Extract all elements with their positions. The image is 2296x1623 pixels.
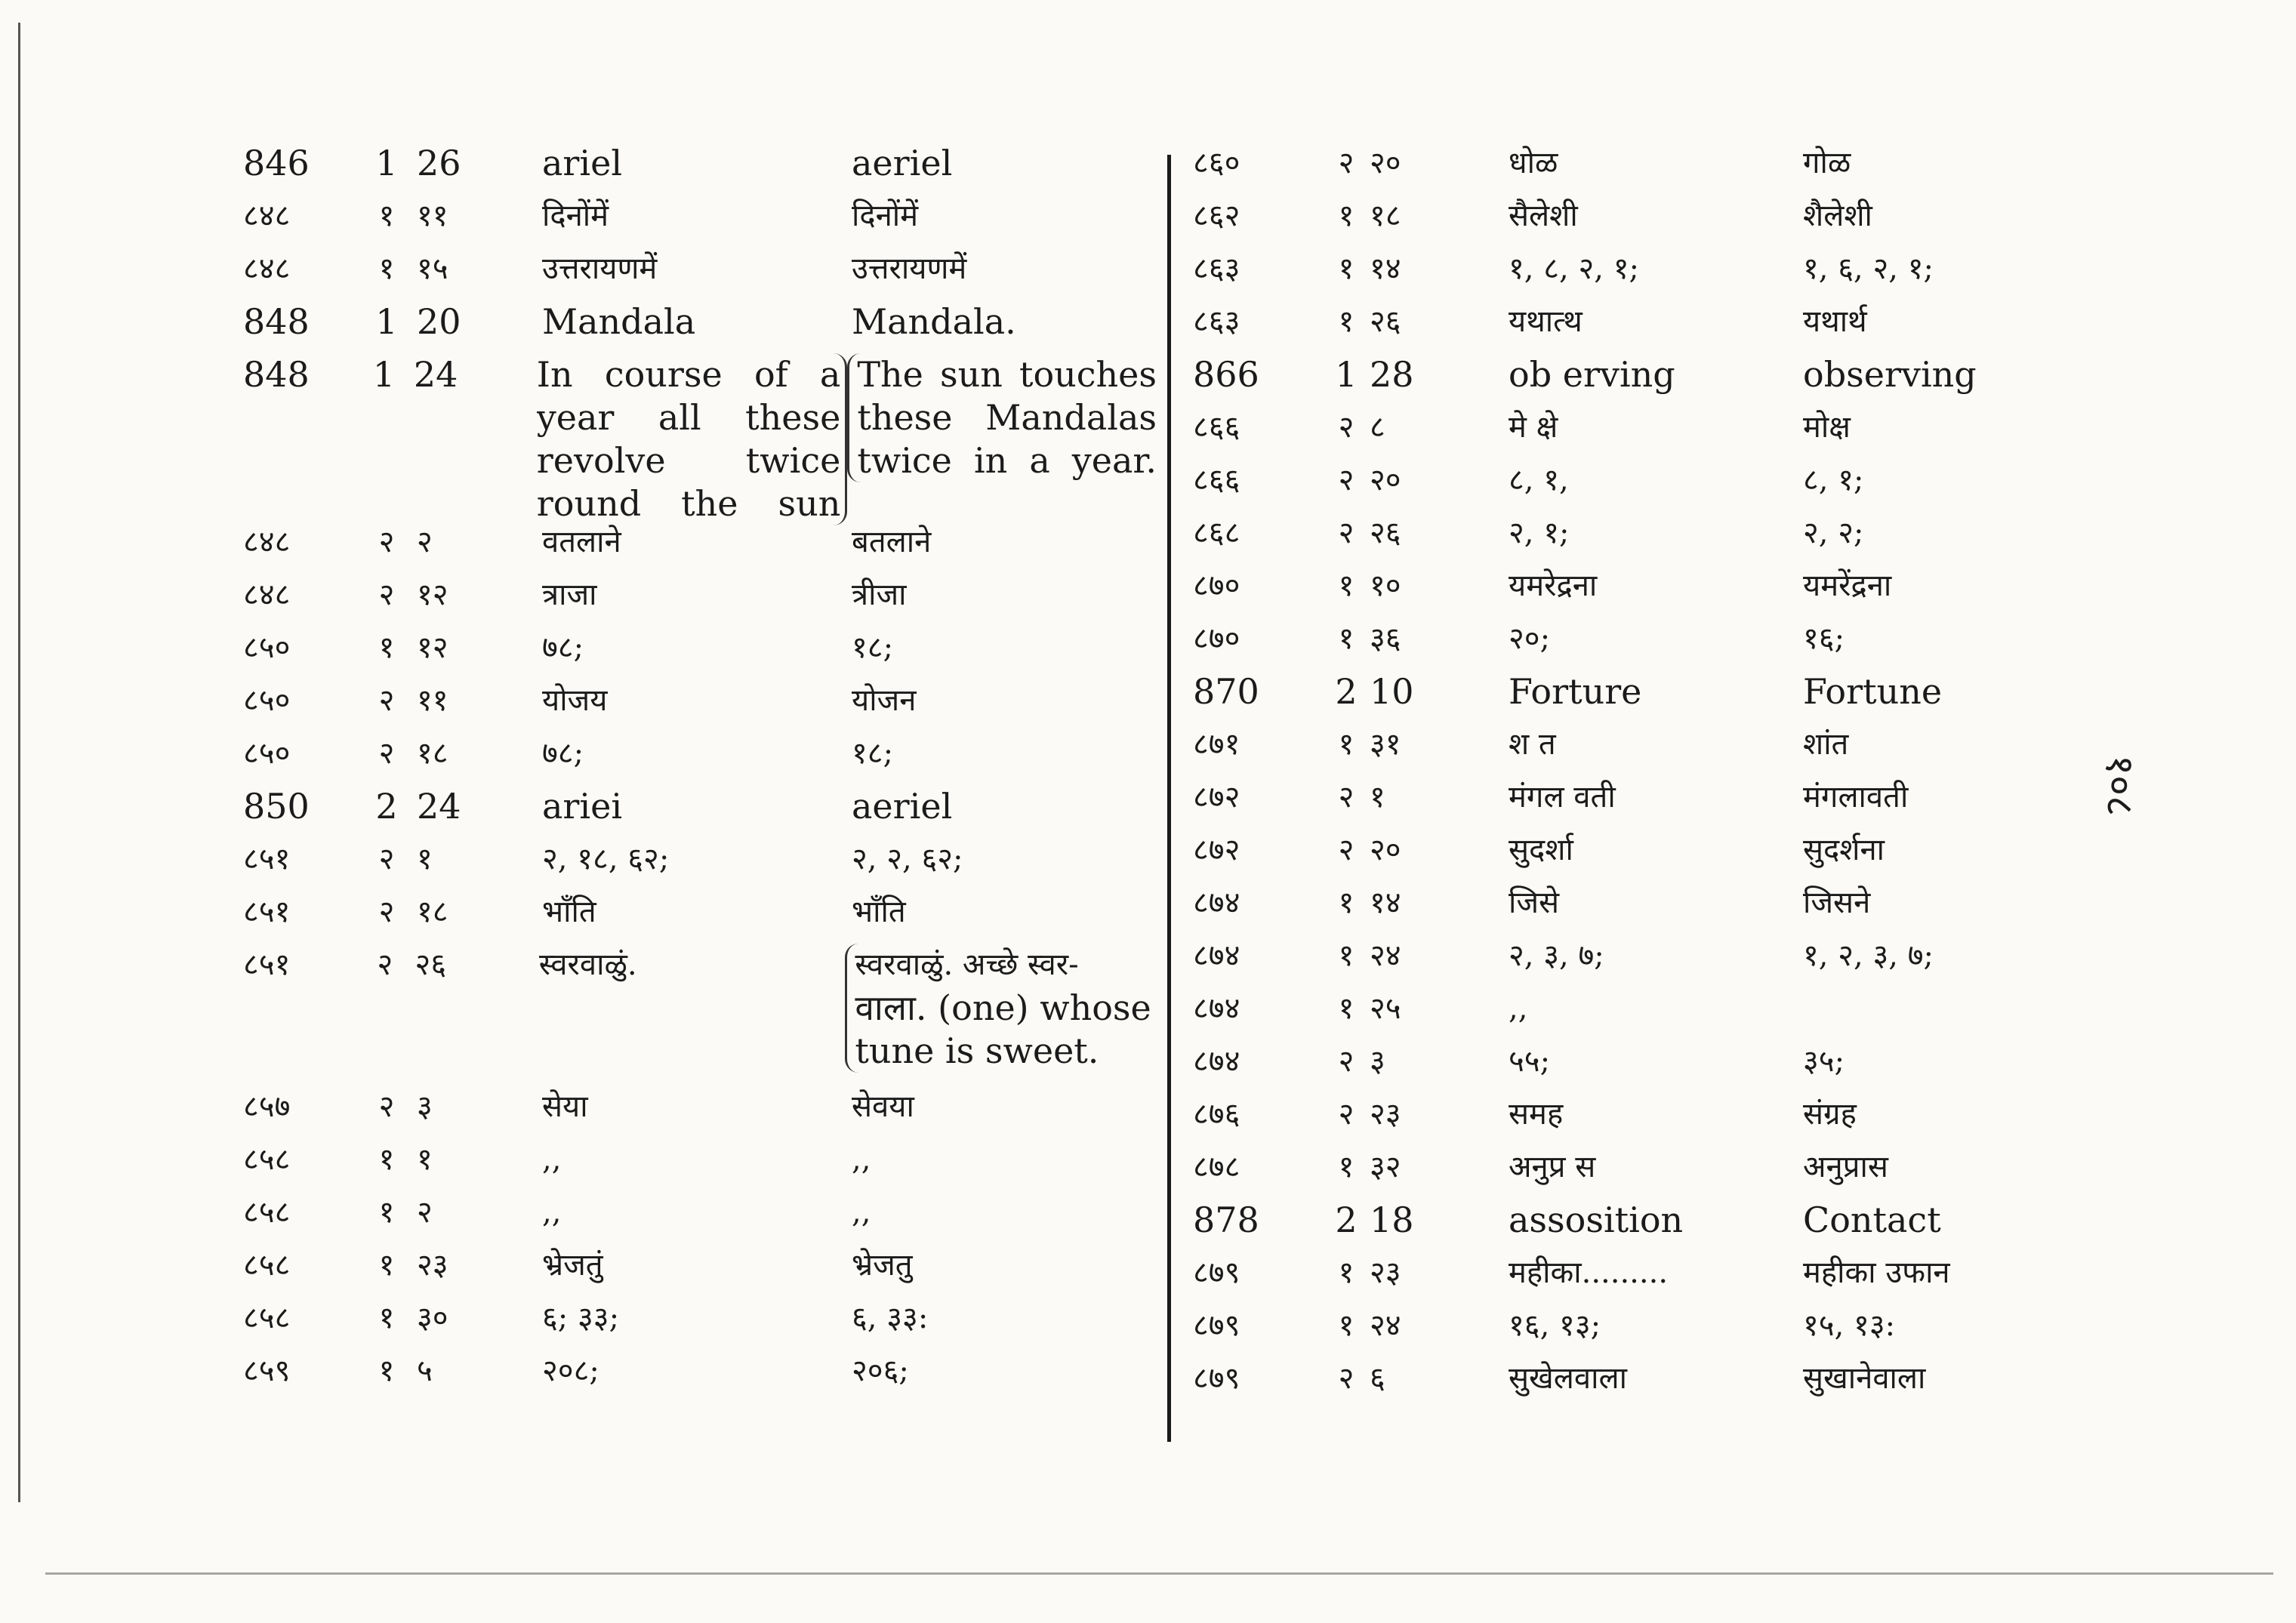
errata-row xyxy=(243,1350,1157,1403)
column-cell: १ xyxy=(378,251,395,286)
column-cell: २ xyxy=(1338,463,1354,497)
line-cell: १२ xyxy=(417,577,448,612)
wrong-cell: त्राजा xyxy=(542,577,597,612)
correct-cell: यमरेंद्रना xyxy=(1803,568,1892,603)
page-cell: ८६२ xyxy=(1193,199,1240,233)
line-cell: १८ xyxy=(417,895,448,929)
correct-cell: Fortune xyxy=(1803,671,1943,712)
wrong-cell: २०; xyxy=(1509,621,1551,656)
correct-cell: २०६; xyxy=(852,1354,909,1388)
wrong-cell: ariel xyxy=(542,143,623,183)
wrong-cell: सैलेशी xyxy=(1509,199,1578,233)
errata-row xyxy=(243,248,1157,300)
column-cell: १ xyxy=(1338,938,1354,973)
page-cell: ८५१ xyxy=(243,842,291,876)
column-cell: १ xyxy=(1338,1150,1354,1184)
column-cell: 1 xyxy=(372,354,396,395)
errata-row xyxy=(243,944,1157,1086)
column-cell: १ xyxy=(1338,304,1354,339)
wrong-cell: स्वरवाळुं. xyxy=(538,947,637,982)
line-cell: ११ xyxy=(417,683,448,718)
errata-row xyxy=(243,1138,1157,1191)
correct-cell: सुखानेवाला xyxy=(1803,1361,1926,1396)
page-cell: ८७२ xyxy=(1193,833,1240,867)
errata-row xyxy=(1193,1252,2061,1304)
column-cell: १ xyxy=(1338,1255,1354,1290)
errata-row xyxy=(1193,617,2061,670)
page-cell: ८७९ xyxy=(1193,1255,1240,1290)
line-cell: २० xyxy=(1370,463,1401,497)
page-cell: ८६६ xyxy=(1193,463,1240,497)
errata-row xyxy=(1193,935,2061,987)
correct-cell: Mandala. xyxy=(852,301,1016,342)
line-cell: ३२ xyxy=(1370,1150,1401,1184)
page-cell: 848 xyxy=(243,301,310,342)
page-cell: 878 xyxy=(1193,1200,1259,1240)
errata-row xyxy=(1193,195,2061,248)
line-cell: २४ xyxy=(1370,938,1401,973)
errata-row xyxy=(1193,1199,2061,1252)
errata-row xyxy=(243,1191,1157,1244)
wrong-cell: सेया xyxy=(542,1089,588,1124)
page-cell: 866 xyxy=(1193,354,1259,395)
correct-cell: observing xyxy=(1803,354,1977,395)
column-cell: 2 xyxy=(375,786,398,827)
column-cell: २ xyxy=(378,525,395,559)
wrong-cell: ६; ३३; xyxy=(542,1301,620,1335)
errata-row xyxy=(1193,406,2061,459)
page-cell: ८६६ xyxy=(1193,410,1240,445)
page-cell: ८७० xyxy=(1193,621,1240,656)
wrong-cell: अनुप्र स xyxy=(1509,1150,1596,1184)
column-cell: १ xyxy=(378,1142,395,1177)
page-cell: ८५० xyxy=(243,630,291,665)
column-divider xyxy=(1167,155,1171,1442)
wrong-cell: दिनोंमें xyxy=(542,199,609,233)
wrong-line: year all these xyxy=(536,397,841,438)
errata-row xyxy=(1193,1146,2061,1199)
column-cell: १ xyxy=(378,199,395,233)
errata-row xyxy=(243,300,1157,353)
errata-row xyxy=(243,627,1157,679)
correct-cell: उत्तरायणमें xyxy=(852,251,967,286)
wrong-cell: यमरेद्रना xyxy=(1509,568,1598,603)
line-cell: 24 xyxy=(417,786,461,827)
column-cell: २ xyxy=(378,842,395,876)
line-cell: २३ xyxy=(417,1248,448,1283)
page-cell: 848 xyxy=(243,354,310,395)
wrong-cell: १६, १३; xyxy=(1509,1308,1601,1343)
line-cell: 18 xyxy=(1370,1200,1414,1240)
wrong-cell: जिसे xyxy=(1509,885,1560,920)
correct-cell: त्रीजा xyxy=(852,577,907,612)
wrong-cell: ariei xyxy=(542,786,623,827)
line-cell: २६ xyxy=(415,947,447,982)
correct-line: The sun touches xyxy=(857,354,1157,395)
line-cell: ६ xyxy=(1370,1361,1385,1396)
wrong-cell: २०८; xyxy=(542,1354,599,1388)
line-cell: 10 xyxy=(1370,671,1414,712)
errata-row xyxy=(243,195,1157,248)
line-cell: २६ xyxy=(1370,304,1401,339)
page-cell: ८७० xyxy=(1193,568,1240,603)
line-cell: १५ xyxy=(417,251,448,286)
correct-cell: योजन xyxy=(852,683,917,718)
wrong-cell: भ्रेजतुं xyxy=(542,1248,603,1283)
page-cell: ८५१ xyxy=(243,947,291,982)
errata-row xyxy=(243,1086,1157,1138)
errata-row xyxy=(1193,776,2061,829)
wrong-cell xyxy=(537,353,848,525)
correct-cell: भाँति xyxy=(852,895,906,929)
line-cell: २५ xyxy=(1370,991,1401,1026)
column-cell: 1 xyxy=(375,301,398,342)
errata-row xyxy=(1193,1304,2061,1357)
wrong-cell: ,, xyxy=(542,1142,562,1177)
page-cell: ८७९ xyxy=(1193,1308,1240,1343)
line-cell: २० xyxy=(1370,146,1401,180)
line-cell: 28 xyxy=(1370,354,1414,395)
correct-cell xyxy=(847,353,1157,482)
errata-row xyxy=(1193,142,2061,195)
column-cell: १ xyxy=(1338,1308,1354,1343)
column-cell: २ xyxy=(1338,1097,1354,1132)
column-cell: 2 xyxy=(1335,671,1358,712)
correct-cell: १६; xyxy=(1803,621,1845,656)
correct-cell: अनुप्रास xyxy=(1803,1150,1888,1184)
line-cell: 20 xyxy=(417,301,461,342)
wrong-cell: assosition xyxy=(1509,1200,1684,1240)
page-cell: ८४८ xyxy=(243,251,291,286)
page-cell: ८७४ xyxy=(1193,938,1240,973)
correct-cell: १, ६, २, १; xyxy=(1803,251,1934,286)
page-cell: ८५७ xyxy=(243,1089,291,1124)
wrong-cell: यथात्थ xyxy=(1509,304,1583,339)
correct-cell: शांत xyxy=(1803,727,1849,762)
line-cell: २३ xyxy=(1370,1255,1401,1290)
line-cell: १२ xyxy=(417,630,448,665)
page-cell: ८४८ xyxy=(243,577,291,612)
column-cell: 1 xyxy=(1335,354,1358,395)
page-cell: ८५९ xyxy=(243,1354,291,1388)
correct-cell: २, २; xyxy=(1803,516,1864,550)
correct-cell xyxy=(845,944,1157,1073)
column-cell: १ xyxy=(1338,621,1354,656)
wrong-cell: ,, xyxy=(1509,991,1528,1026)
errata-row xyxy=(243,891,1157,944)
page-cell: ८५१ xyxy=(243,895,291,929)
line-cell: १ xyxy=(1370,780,1385,815)
correct-cell: शैलेशी xyxy=(1803,199,1872,233)
wrong-cell: २, १; xyxy=(1509,516,1570,550)
page-cell: ८७८ xyxy=(1193,1150,1240,1184)
correct-cell: मोक्ष xyxy=(1803,410,1851,445)
column-cell: २ xyxy=(378,683,395,718)
column-cell: १ xyxy=(1338,199,1354,233)
page-cell: ८७४ xyxy=(1193,991,1240,1026)
line-cell: २४ xyxy=(1370,1308,1401,1343)
column-cell: २ xyxy=(1338,780,1354,815)
wrong-cell: ७८; xyxy=(542,630,584,665)
correct-cell: सेवया xyxy=(852,1089,914,1124)
wrong-cell: उत्तरायणमें xyxy=(542,251,658,286)
errata-row xyxy=(1193,670,2061,723)
page-cell: ८४८ xyxy=(243,525,291,559)
column-cell: १ xyxy=(378,1301,395,1335)
page-cell: ८७१ xyxy=(1193,727,1240,762)
correct-cell: गोळ xyxy=(1803,146,1851,180)
line-cell: 24 xyxy=(413,354,458,395)
wrong-cell: धोळ xyxy=(1509,146,1558,180)
correct-cell: Contact xyxy=(1803,1200,1941,1240)
correct-line: स्वरवाळुं. अच्छे स्वर- xyxy=(855,947,1079,982)
line-cell: १ xyxy=(417,1142,433,1177)
column-cell: २ xyxy=(1338,1361,1354,1396)
wrong-line: round the sun xyxy=(536,483,841,524)
correct-cell: ८, १; xyxy=(1803,463,1864,497)
line-cell: २३ xyxy=(1370,1097,1401,1132)
errata-row xyxy=(243,679,1157,732)
column-cell: 1 xyxy=(375,143,398,183)
column-cell: १ xyxy=(1338,727,1354,762)
column-cell: १ xyxy=(378,630,395,665)
correct-cell: ६, ३३: xyxy=(852,1301,929,1335)
page-cell: ८६३ xyxy=(1193,304,1240,339)
errata-row xyxy=(1193,882,2061,935)
wrong-cell: ७८; xyxy=(542,736,584,771)
column-cell: २ xyxy=(1338,1044,1354,1079)
page-cell: 850 xyxy=(243,786,310,827)
correct-line: tune is sweet. xyxy=(855,1030,1099,1071)
column-cell: १ xyxy=(378,1248,395,1283)
line-cell: २ xyxy=(417,1195,433,1230)
wrong-cell: ८, १, xyxy=(1509,463,1569,497)
wrong-cell: वतलाने xyxy=(542,525,621,559)
page-cell: 846 xyxy=(243,143,310,183)
column-cell: २ xyxy=(378,736,395,771)
page-cell: ८७६ xyxy=(1193,1097,1240,1132)
column-cell: १ xyxy=(378,1354,395,1388)
errata-row xyxy=(243,574,1157,627)
bottom-rule xyxy=(45,1572,2273,1575)
page-cell: ८७२ xyxy=(1193,780,1240,815)
errata-row xyxy=(243,142,1157,195)
line-cell: 26 xyxy=(417,143,461,183)
errata-row xyxy=(1193,459,2061,512)
column-cell: १ xyxy=(1338,885,1354,920)
page-cell: ८५८ xyxy=(243,1142,291,1177)
line-cell: ३ xyxy=(1370,1044,1385,1079)
errata-row xyxy=(243,1244,1157,1297)
wrong-cell: योजय xyxy=(542,683,608,718)
wrong-cell: ,, xyxy=(542,1195,562,1230)
column-cell: २ xyxy=(1338,516,1354,550)
errata-row xyxy=(1193,1093,2061,1146)
wrong-cell: १, ८, २, १; xyxy=(1509,251,1639,286)
page-cell: ८५८ xyxy=(243,1195,291,1230)
correct-cell: १८; xyxy=(852,736,894,771)
page-cell: ८७४ xyxy=(1193,885,1240,920)
page-cell: ८५० xyxy=(243,683,291,718)
page-cell: ८५० xyxy=(243,736,291,771)
column-cell: २ xyxy=(1338,146,1354,180)
wrong-cell: २, ३, ७; xyxy=(1509,938,1604,973)
column-cell: 2 xyxy=(1335,1200,1358,1240)
correct-line: twice in a year. xyxy=(857,440,1157,481)
errata-row xyxy=(1193,565,2061,617)
page-cell: ८४८ xyxy=(243,199,291,233)
line-cell: ३० xyxy=(417,1301,448,1335)
line-cell: ३६ xyxy=(1370,621,1401,656)
page-cell: ८६८ xyxy=(1193,516,1240,550)
wrong-line: In course of a xyxy=(536,354,841,395)
line-cell: ५ xyxy=(417,1354,433,1388)
line-cell: १८ xyxy=(1370,199,1401,233)
correct-cell: सुदर्शना xyxy=(1803,833,1885,867)
errata-row xyxy=(243,732,1157,785)
wrong-cell: २, १८, ६२; xyxy=(542,842,670,876)
correct-cell: ,, xyxy=(852,1142,871,1177)
correct-cell: संग्रह xyxy=(1803,1097,1857,1132)
errata-row xyxy=(243,785,1157,838)
wrong-cell: समह xyxy=(1509,1097,1564,1132)
wrong-cell: सुदर्शा xyxy=(1509,833,1573,867)
wrong-cell: मे क्षे xyxy=(1509,410,1558,445)
line-cell: ३१ xyxy=(1370,727,1401,762)
errata-column-right xyxy=(1193,142,2061,1410)
errata-row xyxy=(1193,1357,2061,1410)
column-cell: २ xyxy=(1338,410,1354,445)
wrong-cell: ob erving xyxy=(1509,354,1675,395)
correct-cell: महीका उफान xyxy=(1803,1255,1950,1290)
line-cell: ११ xyxy=(417,199,448,233)
correct-cell: १८; xyxy=(852,630,894,665)
column-cell: १ xyxy=(378,1195,395,1230)
errata-row xyxy=(243,353,1157,524)
errata-row xyxy=(243,838,1157,891)
errata-row xyxy=(1193,829,2061,882)
errata-row xyxy=(1193,723,2061,776)
page-cell: ८६३ xyxy=(1193,251,1240,286)
wrong-line: revolve twice xyxy=(536,440,841,481)
correct-cell: aeriel xyxy=(852,143,953,183)
page-cell: 870 xyxy=(1193,671,1259,712)
page-cell: ८७४ xyxy=(1193,1044,1240,1079)
line-cell: १४ xyxy=(1370,251,1401,286)
errata-row xyxy=(243,1297,1157,1350)
wrong-cell: सुखेलवाला xyxy=(1509,1361,1627,1396)
correct-cell: जिसने xyxy=(1803,885,1871,920)
correct-cell: बतलाने xyxy=(852,525,932,559)
correct-cell: दिनोंमें xyxy=(852,199,919,233)
column-cell: १ xyxy=(1338,991,1354,1026)
column-cell: २ xyxy=(378,1089,395,1124)
wrong-cell: Forture xyxy=(1509,671,1642,712)
wrong-cell: मंगल वती xyxy=(1509,780,1616,815)
correct-cell: १५, १३: xyxy=(1803,1308,1896,1343)
correct-cell: १, २, ३, ७; xyxy=(1803,938,1934,973)
column-cell: २ xyxy=(378,895,395,929)
correct-cell: २, २, ६२; xyxy=(852,842,963,876)
errata-row xyxy=(243,521,1157,574)
correct-cell: भ्रेजतु xyxy=(852,1248,913,1283)
column-cell: २ xyxy=(377,947,393,982)
errata-row xyxy=(1193,248,2061,300)
wrong-cell: Mandala xyxy=(542,301,696,342)
line-cell: १ xyxy=(417,842,433,876)
errata-row xyxy=(1193,987,2061,1040)
line-cell: ३ xyxy=(417,1089,433,1124)
errata-column-left xyxy=(243,142,1157,1403)
correct-cell: यथार्थ xyxy=(1803,304,1867,339)
column-cell: २ xyxy=(1338,833,1354,867)
wrong-cell: श त xyxy=(1509,727,1556,762)
column-cell: १ xyxy=(1338,568,1354,603)
line-cell: ८ xyxy=(1370,410,1385,445)
column-cell: १ xyxy=(1338,251,1354,286)
errata-row xyxy=(1193,300,2061,353)
page-edge-line xyxy=(18,23,20,1502)
line-cell: २ xyxy=(417,525,433,559)
line-cell: १४ xyxy=(1370,885,1401,920)
errata-row xyxy=(1193,512,2061,565)
page-number: १०८ xyxy=(2097,755,2142,817)
wrong-cell: महीका......... xyxy=(1509,1255,1669,1290)
correct-line: these Mandalas xyxy=(857,397,1157,438)
errata-row xyxy=(1193,1040,2061,1093)
line-cell: १८ xyxy=(417,736,448,771)
page-cell: ८७९ xyxy=(1193,1361,1240,1396)
correct-line: वाला. (one) whose xyxy=(855,987,1151,1028)
line-cell: २६ xyxy=(1370,516,1401,550)
wrong-cell: ५५; xyxy=(1509,1044,1551,1079)
column-cell: २ xyxy=(378,577,395,612)
line-cell: १० xyxy=(1370,568,1401,603)
line-cell: २० xyxy=(1370,833,1401,867)
errata-row xyxy=(1193,353,2061,406)
wrong-cell: भाँति xyxy=(542,895,596,929)
correct-cell: ,, xyxy=(852,1195,871,1230)
page-cell: ८५८ xyxy=(243,1248,291,1283)
page-cell: ८६० xyxy=(1193,146,1240,180)
page-cell: ८५८ xyxy=(243,1301,291,1335)
correct-cell: aeriel xyxy=(852,786,953,827)
correct-cell: मंगलावती xyxy=(1803,780,1909,815)
correct-cell: ३५; xyxy=(1803,1044,1845,1079)
